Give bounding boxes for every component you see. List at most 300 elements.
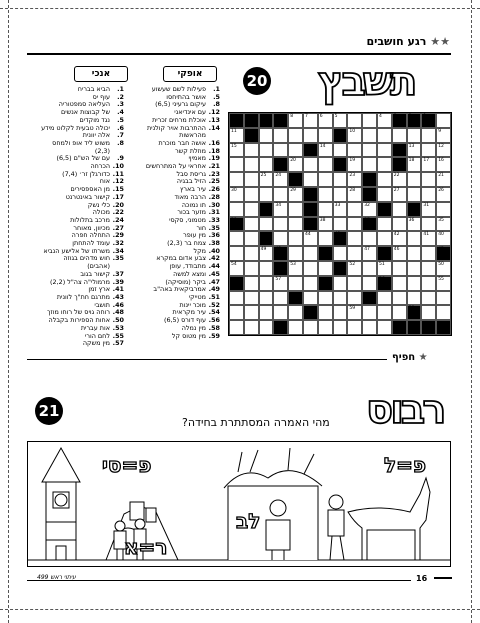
grid-cell[interactable] <box>288 187 303 202</box>
clue-text: הרבה מאוד <box>174 192 206 201</box>
cell-number: 32 <box>364 202 370 208</box>
cell-number: 15 <box>231 143 237 149</box>
grid-cell[interactable] <box>273 276 288 291</box>
grid-cell[interactable] <box>333 172 348 187</box>
down-clue <box>36 171 124 179</box>
grid-cell[interactable] <box>436 291 451 306</box>
grid-cell[interactable] <box>347 172 362 187</box>
cell-number: 14 <box>319 143 326 149</box>
grid-cell[interactable] <box>362 261 377 276</box>
grid-cell[interactable] <box>333 305 348 320</box>
cell-number: 21 <box>438 173 444 179</box>
cell-number: 19 <box>349 158 356 164</box>
grid-cell[interactable] <box>288 143 303 158</box>
grid-cell[interactable] <box>318 202 333 217</box>
grid-cell[interactable] <box>436 157 451 172</box>
grid-cell[interactable] <box>259 217 274 232</box>
grid-cell[interactable] <box>303 113 318 128</box>
clue-text: מין משקה <box>82 339 110 348</box>
rebus-word-lev: לב <box>236 509 261 533</box>
grid-cell[interactable] <box>259 246 274 261</box>
grid-cell[interactable] <box>259 276 274 291</box>
clue-text: נגד מוקדים <box>79 115 110 124</box>
grid-cell[interactable] <box>288 261 303 276</box>
grid-cell[interactable] <box>407 291 422 306</box>
black-square <box>229 113 244 128</box>
grid-cell[interactable] <box>303 261 318 276</box>
grid-cell[interactable] <box>333 320 348 335</box>
grid-cell[interactable] <box>407 246 422 261</box>
black-square <box>288 172 303 187</box>
across-clue <box>135 217 220 225</box>
grid-cell[interactable] <box>229 143 244 158</box>
tower-drawing <box>42 448 80 560</box>
grid-cell[interactable] <box>273 305 288 320</box>
clue-number: 24. <box>112 215 124 224</box>
grid-cell[interactable] <box>318 217 333 232</box>
grid-cell[interactable] <box>377 217 392 232</box>
grid-cell[interactable] <box>436 276 451 291</box>
grid-cell[interactable] <box>244 202 259 217</box>
clue-number: 38. <box>208 239 220 248</box>
grid-cell[interactable] <box>229 305 244 320</box>
grid-cell[interactable] <box>362 143 377 158</box>
grid-cell[interactable] <box>273 231 288 246</box>
clue-number: 52. <box>208 300 220 309</box>
clue-number: 12. <box>112 177 124 186</box>
grid-cell[interactable] <box>436 128 451 143</box>
grid-cell[interactable] <box>436 231 451 246</box>
clue-text: ומצא למשה <box>173 269 206 278</box>
clue-number: 8. <box>213 100 220 109</box>
cell-number: 51 <box>379 262 385 267</box>
cell-number: 50 <box>438 262 444 267</box>
grid-cell[interactable] <box>347 187 362 202</box>
cell-number: 23 <box>349 173 356 179</box>
grid-cell[interactable] <box>407 217 422 232</box>
grid-cell[interactable] <box>421 291 436 306</box>
grid-cell[interactable] <box>259 320 274 335</box>
grid-cell[interactable] <box>318 157 333 172</box>
grid-cell[interactable] <box>392 172 407 187</box>
grid-cell[interactable] <box>288 246 303 261</box>
grid-cell[interactable] <box>421 157 436 172</box>
clue-number: 32. <box>112 239 124 248</box>
grid-cell[interactable] <box>244 261 259 276</box>
grid-cell[interactable] <box>244 172 259 187</box>
clue-text: מכולה <box>92 208 110 217</box>
grid-cell[interactable] <box>288 217 303 232</box>
clue-number: 19. <box>208 154 220 163</box>
clue-text: קישור באינטרנט <box>65 192 110 201</box>
clue-text: לחם הורי <box>84 331 110 340</box>
black-square <box>273 113 288 128</box>
clue-number: 40. <box>208 246 220 255</box>
grid-cell[interactable] <box>421 246 436 261</box>
grid-cell[interactable] <box>303 320 318 335</box>
grid-cell[interactable] <box>288 113 303 128</box>
grid-cell[interactable] <box>377 305 392 320</box>
cell-number: 34 <box>275 202 282 208</box>
grid-cell[interactable] <box>318 231 333 246</box>
cell-number: 5 <box>334 114 338 119</box>
grid-cell[interactable] <box>347 157 362 172</box>
grid-cell[interactable] <box>421 276 436 291</box>
grid-cell[interactable] <box>436 187 451 202</box>
grid-cell[interactable] <box>407 172 422 187</box>
clue-text: אחראי על המתרחשים <box>145 162 206 171</box>
section2-rule <box>27 359 387 360</box>
grid-cell[interactable] <box>377 172 392 187</box>
clue-text: כדורגלן זר׳ (7,4) <box>62 169 110 178</box>
grid-cell[interactable] <box>436 217 451 232</box>
clue-text: מתבודד, עופן <box>169 262 206 271</box>
grid-cell[interactable] <box>407 143 422 158</box>
grid-cell[interactable] <box>288 320 303 335</box>
grid-cell[interactable] <box>288 231 303 246</box>
grid-cell[interactable] <box>347 261 362 276</box>
grid-cell[interactable] <box>362 113 377 128</box>
clue-text: מן האספסירים <box>70 185 110 194</box>
clue-number: 15. <box>112 185 124 194</box>
footer-rule <box>27 580 411 581</box>
grid-cell[interactable] <box>377 291 392 306</box>
grid-cell[interactable] <box>347 276 362 291</box>
clue-text: עומד להתחתן <box>72 239 110 248</box>
grid-cell[interactable] <box>244 143 259 158</box>
grid-cell[interactable] <box>377 157 392 172</box>
grid-cell[interactable] <box>377 320 392 335</box>
across-clue <box>135 148 220 156</box>
across-clues <box>135 86 220 340</box>
grid-cell[interactable] <box>244 231 259 246</box>
grid-cell[interactable] <box>318 320 333 335</box>
grid-cell[interactable] <box>392 231 407 246</box>
cell-number: 1 <box>423 114 427 119</box>
clue-text: עוף יס <box>92 92 110 101</box>
grid-cell[interactable] <box>421 187 436 202</box>
grid-cell[interactable] <box>288 305 303 320</box>
grid-cell[interactable] <box>436 172 451 187</box>
grid-cell[interactable] <box>259 291 274 306</box>
grid-cell[interactable] <box>436 143 451 158</box>
grid-cell[interactable] <box>377 261 392 276</box>
grid-cell[interactable] <box>362 202 377 217</box>
cell-number: 3 <box>393 114 397 119</box>
grid-cell[interactable] <box>333 246 348 261</box>
cell-number: 58 <box>408 306 415 312</box>
grid-cell[interactable] <box>259 128 274 143</box>
donkey-drawing <box>328 478 430 560</box>
clue-text: אוכלת מרחים זכרית <box>152 115 206 124</box>
clue-number: 21. <box>208 162 220 171</box>
cell-number: 30 <box>231 188 237 193</box>
grid-cell[interactable] <box>421 217 436 232</box>
grid-cell[interactable] <box>407 261 422 276</box>
grid-cell[interactable] <box>229 246 244 261</box>
grid-cell[interactable] <box>259 187 274 202</box>
clue-text: מאמיןי <box>188 154 206 163</box>
grid-cell[interactable] <box>229 128 244 143</box>
grid-cell[interactable] <box>362 157 377 172</box>
clue-number: 36. <box>208 231 220 240</box>
grid-cell[interactable] <box>273 202 288 217</box>
grid-cell[interactable] <box>421 261 436 276</box>
grid-cell[interactable] <box>333 202 348 217</box>
black-square <box>333 157 348 172</box>
across-clue <box>135 194 220 202</box>
grid-cell[interactable] <box>303 276 318 291</box>
grid-cell[interactable] <box>303 246 318 261</box>
clue-text: מוכר יינות <box>179 300 206 309</box>
black-square <box>362 217 377 232</box>
clue-text: עם של הש"ם (6,5) <box>56 154 110 163</box>
grid-cell[interactable] <box>273 187 288 202</box>
grid-cell[interactable] <box>288 202 303 217</box>
clue-number: 39. <box>112 277 124 286</box>
grid-cell[interactable] <box>347 143 362 158</box>
grid-cell[interactable] <box>273 291 288 306</box>
black-square <box>392 320 407 335</box>
clue-number: 31. <box>208 208 220 217</box>
grid-cell[interactable] <box>436 305 451 320</box>
cell-number: 55 <box>438 276 444 282</box>
grid-cell[interactable] <box>333 276 348 291</box>
cell-number: 59 <box>349 306 356 312</box>
page-number: 16 <box>416 574 428 583</box>
grid-cell[interactable] <box>347 202 362 217</box>
grid-cell[interactable] <box>347 305 362 320</box>
grid-cell[interactable] <box>421 202 436 217</box>
black-square <box>303 305 318 320</box>
grid-cell[interactable] <box>259 172 274 187</box>
grid-cell[interactable] <box>318 261 333 276</box>
grid-cell[interactable] <box>347 217 362 232</box>
clue-text: הכרחה <box>90 162 110 171</box>
clue-number: 58. <box>208 323 220 332</box>
cell-number: 45 <box>438 247 444 253</box>
grid-cell[interactable] <box>347 246 362 261</box>
rebus-question: מהי האמרה המסתתרת בחידה? <box>182 416 330 429</box>
grid-cell[interactable] <box>377 143 392 158</box>
grid-cell[interactable] <box>229 291 244 306</box>
clue-number: 43. <box>112 292 124 301</box>
cell-number: 36 <box>408 217 415 223</box>
section-header <box>360 35 450 49</box>
grid-cell[interactable] <box>392 187 407 202</box>
clue-number: 29. <box>112 231 124 240</box>
cell-number: 2 <box>408 114 412 119</box>
grid-cell[interactable] <box>229 157 244 172</box>
black-square <box>377 202 392 217</box>
grid-cell[interactable] <box>273 172 288 187</box>
cell-number: 6 <box>319 114 323 119</box>
grid-cell[interactable] <box>392 202 407 217</box>
clue-text: ביקר (מוסיקה) <box>165 277 206 286</box>
black-square <box>407 305 422 320</box>
cell-number: 9 <box>438 128 442 134</box>
grid-cell[interactable] <box>318 128 333 143</box>
clue-text: מזער בכור <box>177 208 206 217</box>
grid-cell[interactable] <box>259 143 274 158</box>
grid-cell[interactable] <box>244 217 259 232</box>
down-clue <box>36 194 124 202</box>
grid-cell[interactable] <box>421 143 436 158</box>
grid-cell[interactable] <box>229 320 244 335</box>
clue-text: אושר בהתיחסו <box>166 92 206 101</box>
grid-cell[interactable] <box>362 320 377 335</box>
clue-number: 42. <box>208 254 220 263</box>
grid-cell[interactable] <box>303 231 318 246</box>
grid-cell[interactable] <box>436 113 451 128</box>
clue-text: עיר בארץ <box>179 185 206 194</box>
grid-cell[interactable] <box>392 305 407 320</box>
grid-cell[interactable] <box>229 187 244 202</box>
section2-title: חפיף <box>392 352 416 363</box>
grid-cell[interactable] <box>288 157 303 172</box>
grid-cell[interactable] <box>377 113 392 128</box>
grid-cell[interactable] <box>273 217 288 232</box>
clue-text: מקל <box>193 246 206 255</box>
grid-cell[interactable] <box>333 113 348 128</box>
grid-cell[interactable] <box>288 128 303 143</box>
grid-cell[interactable] <box>259 261 274 276</box>
clue-text: יכולה טבעית לקלוט מידע <box>41 123 110 132</box>
grid-cell[interactable] <box>303 128 318 143</box>
grid-cell[interactable] <box>318 172 333 187</box>
grid-cell[interactable] <box>436 202 451 217</box>
grid-cell[interactable] <box>244 157 259 172</box>
grid-cell[interactable] <box>229 202 244 217</box>
grid-cell[interactable] <box>362 128 377 143</box>
grid-cell[interactable] <box>362 305 377 320</box>
grid-cell[interactable] <box>318 143 333 158</box>
grid-cell[interactable] <box>392 276 407 291</box>
grid-cell[interactable] <box>421 231 436 246</box>
grid-cell[interactable] <box>244 246 259 261</box>
grid-cell[interactable] <box>407 128 422 143</box>
grid-cell[interactable] <box>244 305 259 320</box>
grid-cell[interactable] <box>347 128 362 143</box>
grid-cell[interactable] <box>421 172 436 187</box>
grid-cell[interactable] <box>392 291 407 306</box>
grid-cell[interactable] <box>244 187 259 202</box>
crossword-grid <box>228 112 452 336</box>
grid-cell[interactable] <box>362 231 377 246</box>
grid-cell[interactable] <box>392 128 407 143</box>
grid-cell[interactable] <box>377 128 392 143</box>
grid-cell[interactable] <box>229 172 244 187</box>
black-square <box>303 143 318 158</box>
across-clue <box>135 294 220 302</box>
grid-cell[interactable] <box>303 291 318 306</box>
down-clue <box>36 279 124 287</box>
grid-cell[interactable] <box>347 113 362 128</box>
grid-cell[interactable] <box>333 187 348 202</box>
black-square <box>303 202 318 217</box>
clue-number: 53. <box>112 323 124 332</box>
grid-cell[interactable] <box>303 172 318 187</box>
black-square <box>436 320 451 335</box>
cell-number: 26 <box>438 188 444 193</box>
grid-cell[interactable] <box>259 157 274 172</box>
rebus-word-pl: פ=ל <box>384 453 427 477</box>
grid-cell[interactable] <box>347 231 362 246</box>
grid-cell[interactable] <box>392 217 407 232</box>
black-square <box>273 246 288 261</box>
black-square <box>436 246 451 261</box>
grid-cell[interactable] <box>407 231 422 246</box>
black-square <box>407 320 422 335</box>
grid-cell[interactable] <box>362 246 377 261</box>
clue-number: 8. <box>117 138 124 147</box>
grid-cell[interactable] <box>273 143 288 158</box>
cell-number: 8 <box>290 114 294 119</box>
grid-cell[interactable] <box>377 231 392 246</box>
clue-text: מהראשות <box>179 131 206 140</box>
clue-number: 50. <box>112 316 124 325</box>
clue-number: 23. <box>208 169 220 178</box>
grid-cell[interactable] <box>303 157 318 172</box>
grid-cell[interactable] <box>407 276 422 291</box>
grid-cell[interactable] <box>273 128 288 143</box>
grid-cell[interactable] <box>229 231 244 246</box>
black-square <box>377 246 392 261</box>
puzzle-number-20: 20 <box>243 67 271 95</box>
grid-cell[interactable] <box>436 261 451 276</box>
clue-number: 35. <box>208 223 220 232</box>
grid-cell[interactable] <box>244 276 259 291</box>
across-heading: אופקי <box>163 66 217 82</box>
grid-cell[interactable] <box>392 246 407 261</box>
across-clue <box>135 286 220 294</box>
grid-cell[interactable] <box>318 305 333 320</box>
grid-cell[interactable] <box>229 261 244 276</box>
grid-cell[interactable] <box>333 143 348 158</box>
grid-cell[interactable] <box>318 187 333 202</box>
grid-cell[interactable] <box>347 291 362 306</box>
grid-cell[interactable] <box>318 113 333 128</box>
down-heading: אנכי <box>74 66 128 82</box>
grid-cell[interactable] <box>407 157 422 172</box>
grid-cell[interactable] <box>288 276 303 291</box>
grid-cell[interactable] <box>259 305 274 320</box>
grid-cell[interactable] <box>318 291 333 306</box>
grid-cell[interactable] <box>333 217 348 232</box>
grid-cell[interactable] <box>421 305 436 320</box>
grid-cell[interactable] <box>244 320 259 335</box>
down-clue <box>36 202 124 210</box>
rebus-logo: רבוס <box>366 387 444 433</box>
black-square <box>362 187 377 202</box>
grid-cell[interactable] <box>333 291 348 306</box>
clue-number: 2. <box>117 92 124 101</box>
grid-cell[interactable] <box>362 276 377 291</box>
cut-line-left <box>8 0 9 623</box>
grid-cell[interactable] <box>377 187 392 202</box>
grid-cell[interactable] <box>244 291 259 306</box>
clue-text: העליאה סמפטוריה <box>58 100 110 109</box>
clue-text: התחלה חפרה <box>71 231 110 240</box>
clue-number: 17. <box>112 192 124 201</box>
cell-number: 13 <box>408 143 415 149</box>
grid-cell[interactable] <box>392 261 407 276</box>
grid-cell[interactable] <box>421 128 436 143</box>
clue-text: צמח בר (2,3) <box>167 239 206 248</box>
black-square <box>421 113 436 128</box>
grid-cell[interactable] <box>347 320 362 335</box>
grid-cell[interactable] <box>407 187 422 202</box>
